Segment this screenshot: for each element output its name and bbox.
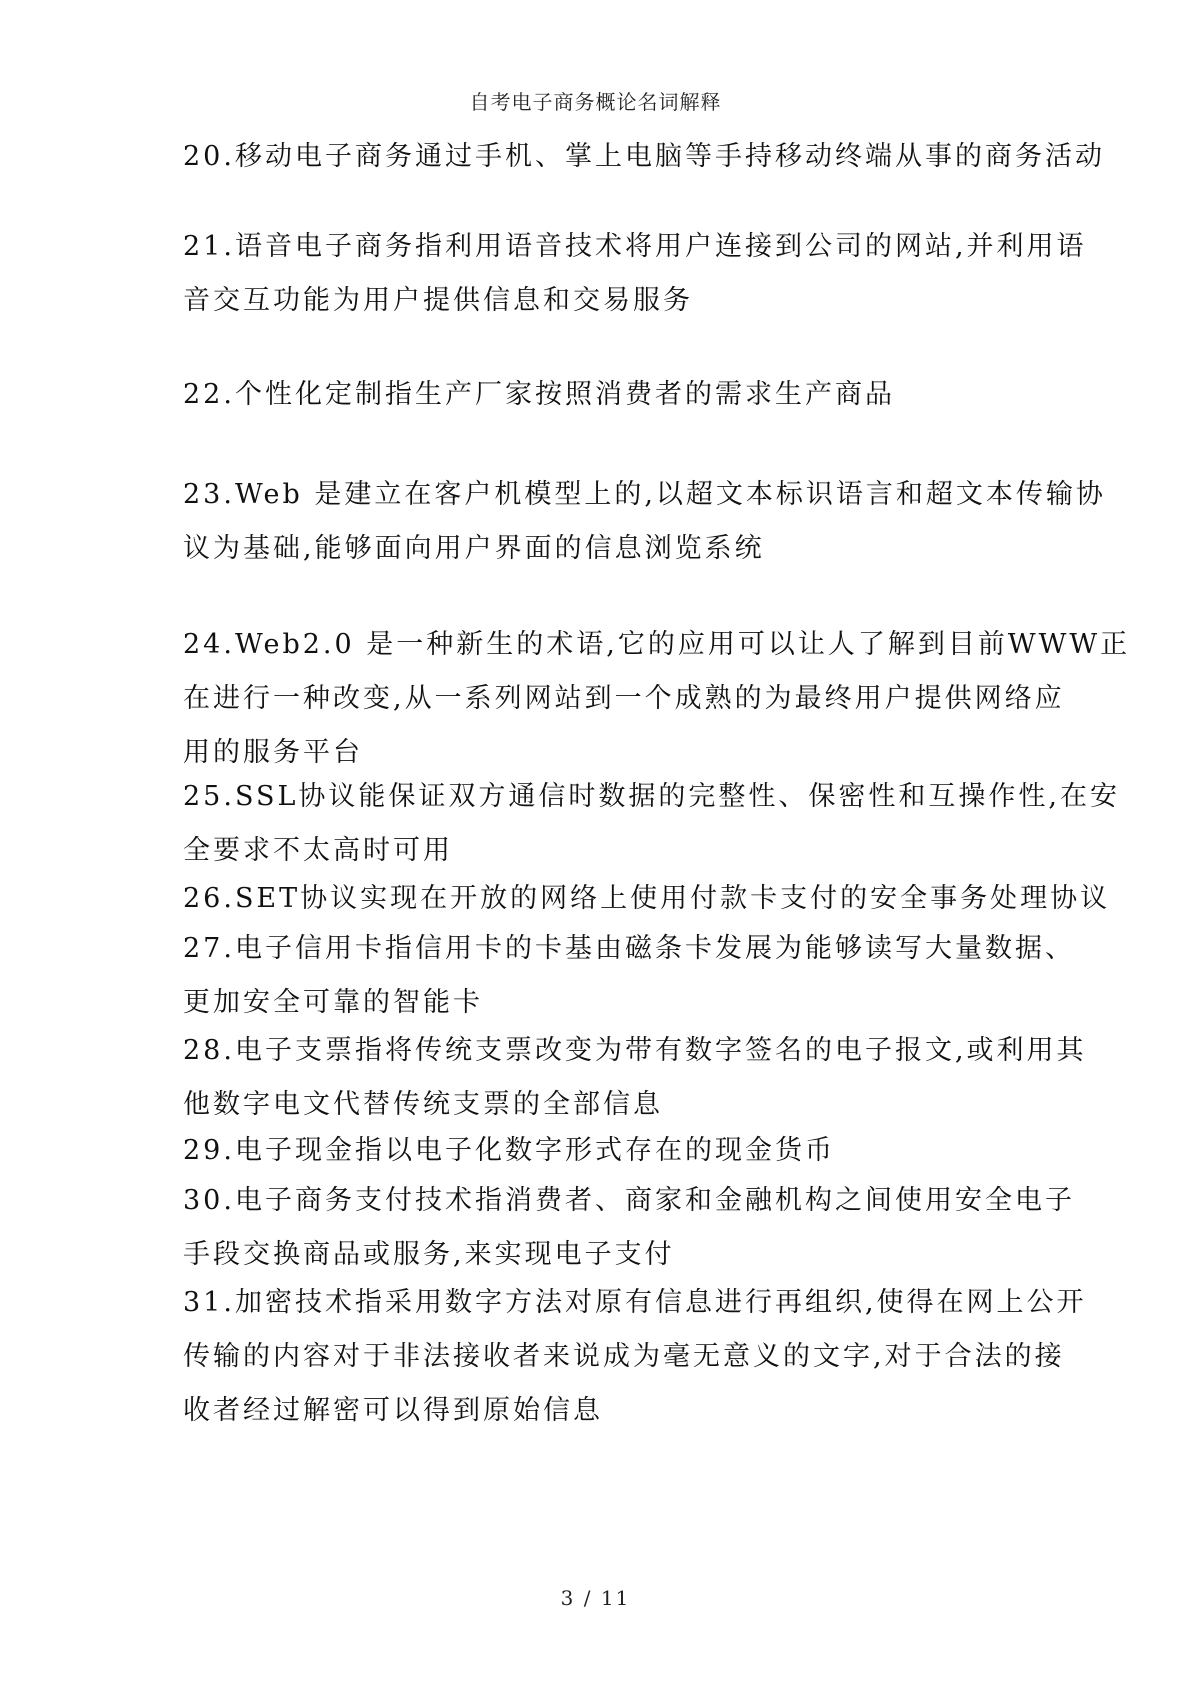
entry-29 xyxy=(183,1124,1043,1178)
entry-line: 手段交换商品或服务,来实现电子支付 xyxy=(183,1239,675,1270)
entry-line: 25.SSL协议能保证双方通信时数据的完整性、保密性和互操作性,在安 xyxy=(183,781,1120,812)
entry-line: 他数字电文代替传统支票的全部信息 xyxy=(183,1089,663,1120)
page-header: 自考电子商务概论名词解释 xyxy=(469,90,722,114)
entry-line: 传输的内容对于非法接收者来说成为毫无意义的文字,对于合法的接 xyxy=(183,1341,1065,1372)
entry-line: 24.Web2.0 是一种新生的术语,它的应用可以让人了解到目前WWW正 xyxy=(183,629,1131,660)
entry-line: 21.语音电子商务指利用语音技术将用户连接到公司的网站,并利用语 xyxy=(183,231,1087,262)
entry-27 xyxy=(183,922,1075,1030)
entry-line: 26.SET协议实现在开放的网络上使用付款卡支付的安全事务处理协议 xyxy=(183,883,1111,914)
entry-21 xyxy=(183,220,1087,328)
entry-line: 29.电子现金指以电子化数字形式存在的现金货币 xyxy=(183,1135,835,1166)
entry-line: 31.加密技术指采用数字方法对原有信息进行再组织,使得在网上公开 xyxy=(183,1287,1087,1318)
entry-line: 20.移动电子商务通过手机、掌上电脑等手持移动终端从事的商务活动 xyxy=(183,141,1105,172)
entry-line: 30.电子商务支付技术指消费者、商家和金融机构之间使用安全电子 xyxy=(183,1185,1075,1216)
entry-line: 用的服务平台 xyxy=(183,737,363,768)
entry-26 xyxy=(183,872,1111,926)
entry-line: 在进行一种改变,从一系列网站到一个成熟的为最终用户提供网络应 xyxy=(183,683,1065,714)
entry-23 xyxy=(183,468,1106,576)
entry-25 xyxy=(183,770,1120,878)
entry-24 xyxy=(183,618,1131,780)
entry-30 xyxy=(183,1174,1075,1282)
page-number: 3 / 11 xyxy=(560,1586,631,1610)
entry-line: 22.个性化定制指生产厂家按照消费者的需求生产商品 xyxy=(183,379,895,410)
entry-line: 议为基础,能够面向用户界面的信息浏览系统 xyxy=(183,533,765,564)
entry-line: 27.电子信用卡指信用卡的卡基由磁条卡发展为能够读写大量数据、 xyxy=(183,933,1075,964)
entry-20 xyxy=(183,130,1105,184)
entry-line: 更加安全可靠的智能卡 xyxy=(183,987,483,1018)
entry-line: 收者经过解密可以得到原始信息 xyxy=(183,1395,603,1426)
entry-line: 28.电子支票指将传统支票改变为带有数字签名的电子报文,或利用其 xyxy=(183,1035,1087,1066)
entry-22 xyxy=(183,368,1043,422)
entry-line: 23.Web 是建立在客户机模型上的,以超文本标识语言和超文本传输协 xyxy=(183,479,1106,510)
entry-31 xyxy=(183,1276,1087,1438)
entry-line: 全要求不太高时可用 xyxy=(183,835,453,866)
entry-28 xyxy=(183,1024,1087,1132)
entry-line: 音交互功能为用户提供信息和交易服务 xyxy=(183,285,693,316)
